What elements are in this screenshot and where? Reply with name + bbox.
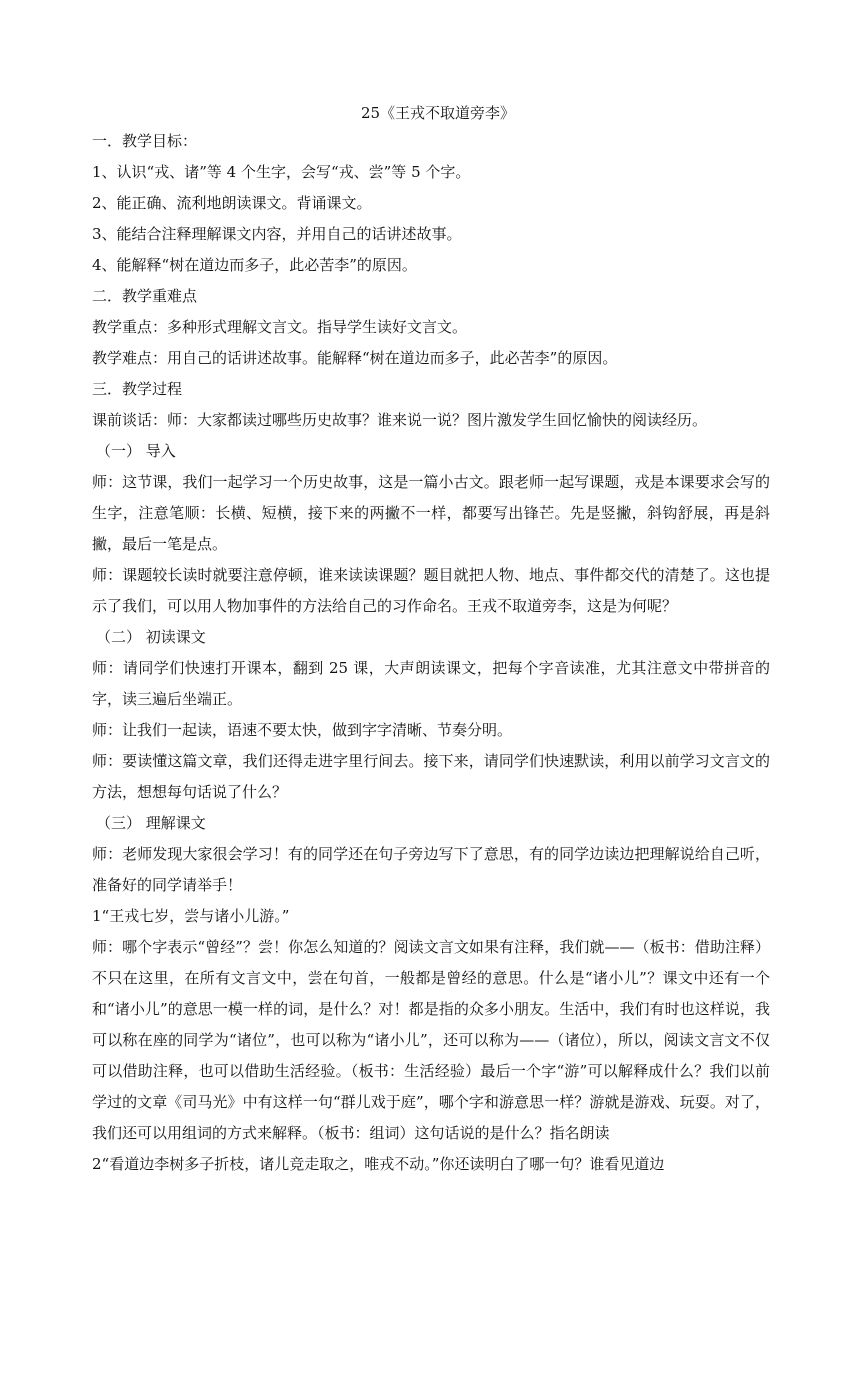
paragraph: 师：哪个字表示“曾经”？尝！你怎么知道的？阅读文言文如果有注释，我们就——（板书：借助注释）不只在这里，在所有文言文中，尝在句首，一般都是曾经的意思。什么是“诸小儿”？课文中还有一个和“诸小儿”的意思一模一样的词，是什么？对！都是指的众多小朋友。生活中，我们有时也这样说，我可以称在座的同学为“诸位”，也可以称为“诸小儿”，还可以称为——（诸位），所以，阅读文言文不仅可以借助注释，也可以借助生活经验。（板书：生活经验）最后一个字“游”可以解释成什么？我们以前学过的文章《司马光》中有这样一句“群儿戏于庭”，哪个字和游意思一样？游就是游戏、玩耍。对了，我们还可以用组词的方式来解释。（板书：组词）这句话说的是什么？指名朗读 — [92, 938, 770, 1142]
objective-item: 3、能结合注释理解课文内容，并用自己的话讲述故事。 — [92, 225, 462, 243]
paragraph: 师：课题较长读时就要注意停顿，谁来读读课题？题目就把人物、地点、事件都交代的清楚了。这也提示了我们，可以用人物加事件的方法给自己的习作命名。王戎不取道旁李，这是为何呢？ — [92, 566, 770, 615]
document-title: 25《王戎不取道旁李》 — [360, 104, 516, 122]
subsection-heading: （二） 初读课文 — [96, 628, 206, 646]
paragraph: 师：请同学们快速打开课本，翻到 25 课，大声朗读课文，把每个字音读准，尤其注意文中带拼音的字，读三遍后坐端正。 — [92, 659, 770, 708]
paragraph: 1“王戎七岁，尝与诸小儿游。” — [92, 907, 290, 925]
objective-item: 1、认识“戎、诸”等 4 个生字，会写“戎、尝”等 5 个字。 — [92, 163, 471, 181]
section-heading-key-points: 二．教学重难点 — [92, 287, 198, 305]
paragraph: 2“看道边李树多子折枝，诸儿竞走取之，唯戎不动。”你还读明白了哪一句？谁看见道边 — [92, 1155, 665, 1173]
paragraph: 师：让我们一起读，语速不要太快，做到字字清晰、节奏分明。 — [92, 721, 513, 739]
subsection-heading: （一） 导入 — [96, 442, 176, 460]
document-body — [92, 100, 770, 1180]
section-heading-objectives: 一．教学目标： — [92, 132, 198, 150]
difficult-point: 教学难点：用自己的话讲述故事。能解释“树在道边而多子，此必苦李”的原因。 — [92, 349, 618, 367]
objective-item: 2、能正确、流利地朗读课文。背诵课文。 — [92, 194, 372, 212]
paragraph: 师：要读懂这篇文章，我们还得走进字里行间去。接下来，请同学们快速默读，利用以前学习文言文的方法，想想每句话说了什么？ — [92, 752, 770, 801]
key-point: 教学重点：多种形式理解文言文。指导学生读好文言文。 — [92, 318, 468, 336]
subsection-heading: （三） 理解课文 — [96, 814, 206, 832]
paragraph: 师：老师发现大家很会学习！有的同学还在句子旁边写下了意思，有的同学边读边把理解说给自己听，准备好的同学请举手！ — [92, 845, 770, 894]
paragraph: 师：这节课，我们一起学习一个历史故事，这是一篇小古文。跟老师一起写课题，戎是本课要求会写的生字，注意笔顺：长横、短横，接下来的两撇不一样，都要写出锋芒。先是竖撇，斜钩舒展，再是斜撇，最后一笔是点。 — [92, 473, 770, 553]
objective-item: 4、能解释“树在道边而多子，此必苦李”的原因。 — [92, 256, 417, 274]
section-heading-process: 三．教学过程 — [92, 380, 183, 398]
paragraph: 课前谈话：师：大家都读过哪些历史故事？谁来说一说？图片激发学生回忆愉快的阅读经历。 — [92, 411, 708, 429]
